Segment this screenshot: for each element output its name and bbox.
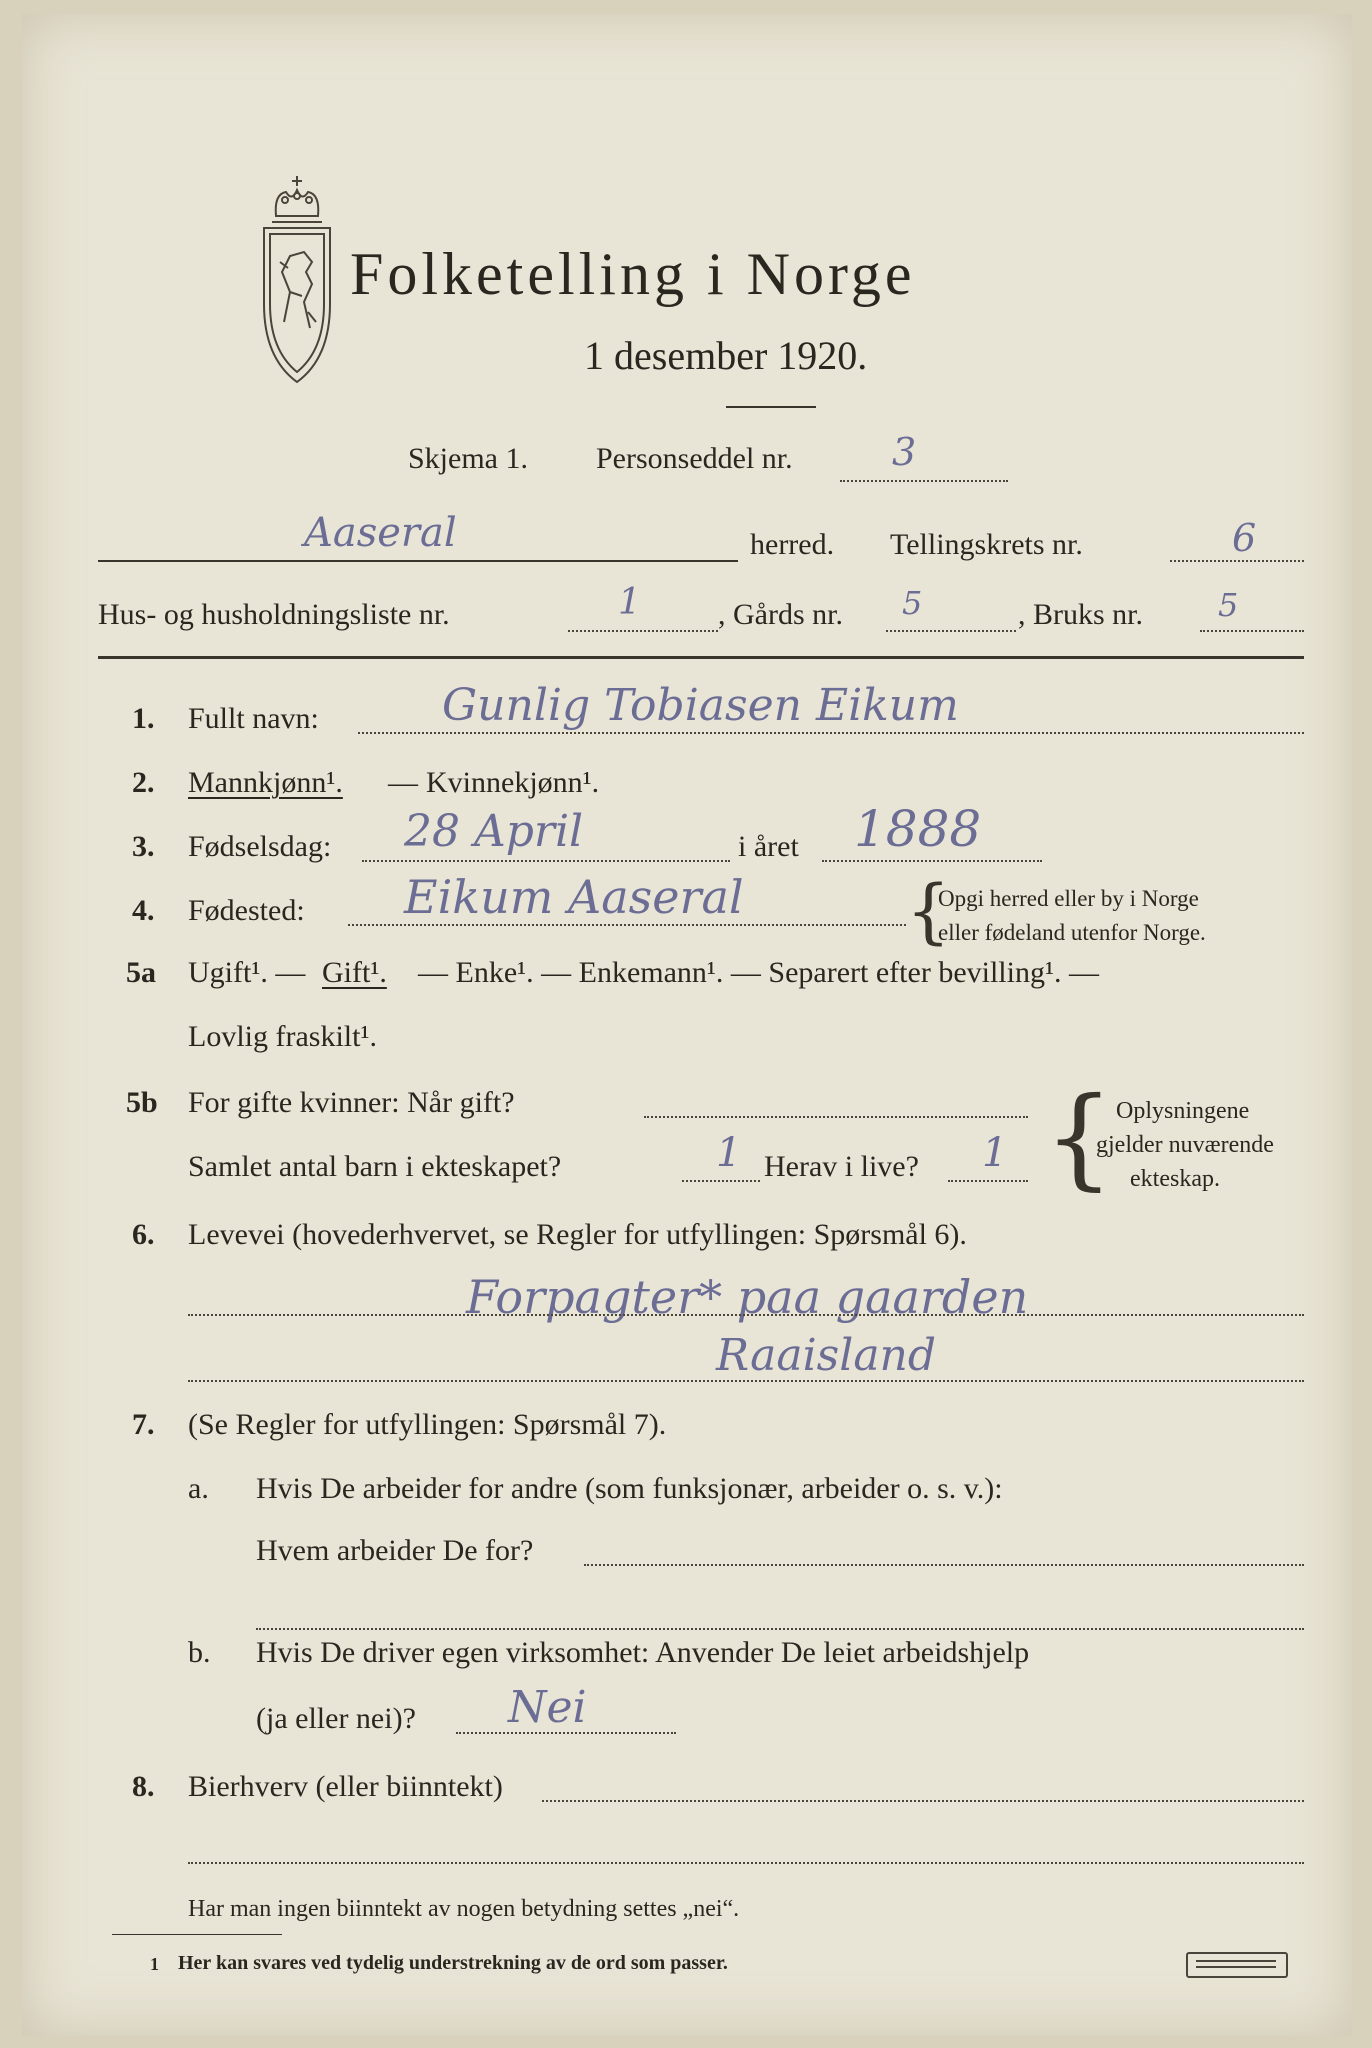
- birthdate-value: 28 April: [404, 806, 584, 857]
- side-income-label: Bierhverv (eller biinntekt): [188, 1770, 503, 1803]
- occupation-dots-1: [188, 1314, 1304, 1316]
- herred-value: Aaseral: [304, 510, 457, 556]
- side-income-dots: [542, 1800, 1304, 1802]
- marriage-date-dots: [644, 1116, 1028, 1118]
- birthplace-note-line1: Opgi herred eller by i Norge: [938, 886, 1199, 911]
- q8-number: 8.: [132, 1770, 155, 1803]
- occupation-value-line1: Forpagter* paa gaarden: [466, 1270, 1029, 1324]
- year-dots: [822, 860, 1042, 862]
- unmarried-option: Ugift¹. —: [188, 956, 306, 989]
- side-income-note: Har man ingen biinntekt av nogen betydning settes „nei“.: [188, 1896, 740, 1922]
- bruks-value: 5: [1218, 586, 1239, 624]
- q7a-label: Hvis De arbeider for andre (som funksjonær, arbeider o. s. v.):: [256, 1472, 1003, 1505]
- children-label: Samlet antal barn i ekteskapet?: [188, 1150, 562, 1183]
- norwegian-coat-of-arms-icon: [254, 172, 340, 388]
- children-dots: [682, 1180, 760, 1182]
- marriage-note-line1: Oplysningene: [1116, 1098, 1250, 1124]
- female-option: Kvinnekjønn¹.: [426, 766, 600, 799]
- occupation-label: Levevei (hovederhvervet, se Regler for utfyllingen: Spørsmål 6).: [188, 1218, 967, 1251]
- birthplace-value: Eikum Aaseral: [404, 870, 744, 924]
- q1-number: 1.: [132, 702, 155, 735]
- divorced-option: Lovlig fraskilt¹.: [188, 1020, 377, 1053]
- census-form: [22, 14, 1352, 2036]
- hired-help-label: (ja eller nei)?: [256, 1702, 416, 1735]
- birth-year-value: 1888: [854, 800, 982, 858]
- occupation-dots-2: [188, 1380, 1304, 1382]
- personseddel-dots: [840, 480, 1008, 482]
- header-rule: [98, 656, 1304, 659]
- q7a-letter: a.: [188, 1472, 209, 1505]
- marriage-note-line2: gjelder nuværende: [1096, 1132, 1274, 1158]
- birthdate-label: Fødselsdag:: [188, 830, 332, 863]
- hired-help-value: Nei: [508, 1682, 587, 1733]
- personseddel-label: Personseddel nr.: [596, 442, 793, 475]
- footnote-text: Her kan svares ved tydelig understrekning av de ord som passer.: [178, 1952, 728, 1974]
- employer-label: Hvem arbeider De for?: [256, 1534, 534, 1567]
- title-divider: [726, 406, 816, 408]
- bruks-dots: [1200, 630, 1304, 632]
- marriage-note-brace: {: [1044, 1073, 1114, 1201]
- herred-line: [98, 560, 738, 562]
- male-option: Mannkjønn¹.: [188, 766, 343, 799]
- q7b-label: Hvis De driver egen virksomhet: Anvender De leiet arbeidshjelp: [256, 1636, 1030, 1669]
- q4-number: 4.: [132, 894, 155, 927]
- census-date: 1 desember 1920.: [584, 333, 868, 378]
- children-value: 1: [716, 1130, 742, 1176]
- hus-dots: [568, 630, 718, 632]
- alive-value: 1: [982, 1130, 1008, 1176]
- q7b-letter: b.: [188, 1636, 211, 1669]
- printer-stamp-icon: [1186, 1952, 1288, 1978]
- personseddel-value: 3: [892, 430, 917, 474]
- birthplace-dots: [348, 924, 906, 926]
- form-title: Folketelling i Norge: [350, 241, 916, 307]
- q6-number: 6.: [132, 1218, 155, 1251]
- tellingskrets-label: Tellingskrets nr.: [890, 528, 1083, 561]
- q7-number: 7.: [132, 1408, 155, 1441]
- q5b-number: 5b: [126, 1086, 158, 1119]
- footnote-number: 1: [150, 1954, 159, 1974]
- hus-label: Hus- og husholdningsliste nr.: [98, 598, 450, 631]
- q2-number: 2.: [132, 766, 155, 799]
- birthplace-note-brace: {: [906, 870, 951, 952]
- q5a-number: 5a: [126, 956, 156, 989]
- birthdate-dots: [362, 860, 730, 862]
- alive-label: Herav i live?: [764, 1150, 919, 1183]
- schema-label: Skjema 1.: [408, 442, 528, 475]
- tellingskrets-dots: [1170, 560, 1304, 562]
- gender-separator: —: [388, 766, 418, 799]
- q7-label: (Se Regler for utfyllingen: Spørsmål 7).: [188, 1408, 667, 1441]
- gards-value: 5: [902, 584, 923, 622]
- employer-dots-2: [256, 1628, 1304, 1630]
- marriage-note-line3: ekteskap.: [1130, 1166, 1220, 1192]
- employer-dots: [584, 1564, 1304, 1566]
- married-option: Gift¹.: [322, 956, 387, 989]
- footnote-rule: [112, 1934, 282, 1935]
- full-name-label: Fullt navn:: [188, 702, 319, 735]
- birthplace-label: Fødested:: [188, 894, 305, 927]
- hus-value: 1: [618, 582, 641, 623]
- occupation-value-line2: Raaisland: [716, 1330, 937, 1381]
- side-income-dots-2: [188, 1862, 1304, 1864]
- year-label: i året: [738, 830, 799, 863]
- birthplace-note-line2: eller fødeland utenfor Norge.: [938, 920, 1206, 945]
- civil-status-options: — Enke¹. — Enkemann¹. — Separert efter bevilling¹. —: [418, 956, 1099, 989]
- gards-dots: [886, 630, 1016, 632]
- tellingskrets-value: 6: [1232, 516, 1257, 560]
- alive-dots: [948, 1180, 1028, 1182]
- bruks-label: , Bruks nr.: [1018, 598, 1144, 631]
- herred-label: herred.: [750, 528, 835, 561]
- full-name-value: Gunlig Tobiasen Eikum: [442, 680, 959, 731]
- marriage-date-label: For gifte kvinner: Når gift?: [188, 1086, 515, 1119]
- full-name-dots: [358, 732, 1304, 734]
- gards-label: , Gårds nr.: [718, 598, 843, 631]
- q3-number: 3.: [132, 830, 155, 863]
